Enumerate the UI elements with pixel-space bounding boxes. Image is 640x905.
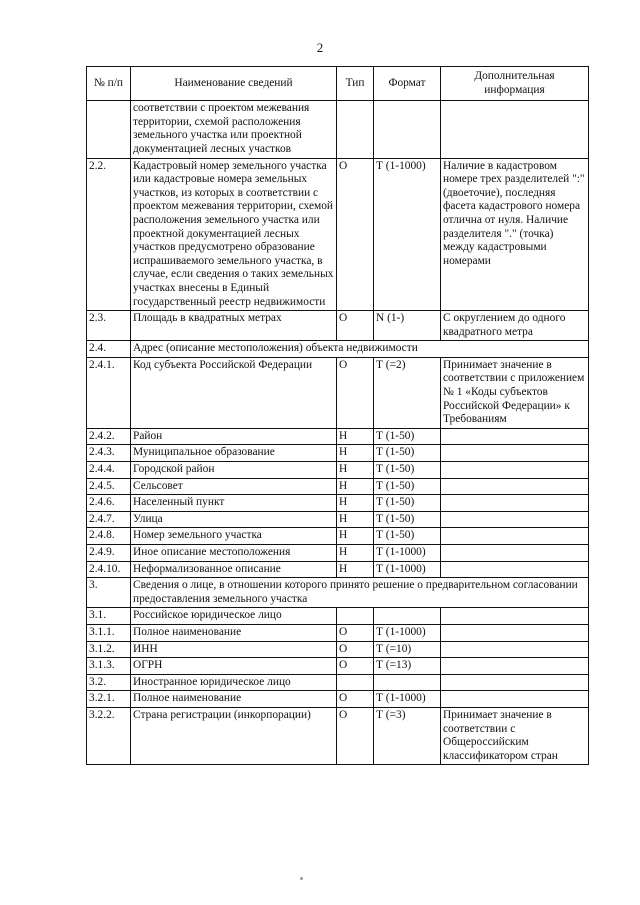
cell-info [441,658,589,675]
cell-type: О [337,641,374,658]
cell-type: Н [337,511,374,528]
cell-format: N (1-) [374,311,441,341]
cell-info: Наличие в кадастровом номере трех разделителей ":" (двоеточие), последняя фасета кадастрового номера отлична от нуля. Наличие разделителя "." (точка) между кадастровыми номерами [441,158,589,311]
table-row [87,478,589,495]
cell-type: Н [337,545,374,562]
cell-format [374,101,441,158]
cell-format: Т (1-1000) [374,624,441,641]
cell-info [441,478,589,495]
table-row [87,674,589,691]
cell-info [441,495,589,512]
cell-info [441,641,589,658]
table-row [87,528,589,545]
cell-section-title: Адрес (описание местоположения) объекта недвижимости [131,341,589,358]
table-row [87,428,589,445]
cell-info: Принимает значение в соответствии с Общероссийским классификатором стран [441,707,589,764]
table-row [87,624,589,641]
cell-info: Принимает значение в соответствии с приложением № 1 «Коды субъектов Российской Федерации» к Требованиям [441,357,589,428]
cell-format: Т (=13) [374,658,441,675]
header-name: Наименование сведений [131,67,337,101]
cell-format: Т (1-1000) [374,545,441,562]
cell-format: Т (1-1000) [374,158,441,311]
table-row [87,707,589,764]
table-row [87,511,589,528]
header-info: Дополнительная информация [441,67,589,101]
cell-info [441,561,589,578]
cell-format: Т (1-50) [374,428,441,445]
cell-format: Т (1-1000) [374,691,441,708]
cell-type [337,674,374,691]
cell-num: 2.4.6. [87,495,131,512]
table-row [87,561,589,578]
page-number: 2 [316,40,324,55]
cell-info [441,691,589,708]
cell-type: О [337,691,374,708]
cell-name: Неформализованное описание [131,561,337,578]
cell-format: Т (=10) [374,641,441,658]
cell-info [441,528,589,545]
cell-info [441,428,589,445]
cell-num: 2.4.7. [87,511,131,528]
cell-name: ОГРН [131,658,337,675]
cell-name: Район [131,428,337,445]
cell-num: 2.4.1. [87,357,131,428]
cell-format: Т (1-50) [374,478,441,495]
table-row [87,578,589,608]
header-num: № п/п [87,67,131,101]
cell-format: Т (1-50) [374,445,441,462]
header-type: Тип [337,67,374,101]
cell-name: Иное описание местоположения [131,545,337,562]
scan-speck [300,877,303,880]
table-row [87,641,589,658]
cell-info [441,462,589,479]
cell-name: соответствии с проектом межевания территории, схемой расположения земельного участка или проектной документацией лесных участков [131,101,337,158]
cell-num: 3.1.1. [87,624,131,641]
table-row [87,495,589,512]
table-row [87,158,589,311]
cell-num: 3. [87,578,131,608]
cell-type: Н [337,528,374,545]
cell-name: Городской район [131,462,337,479]
cell-name: Площадь в квадратных метрах [131,311,337,341]
table-row [87,462,589,479]
cell-name: Номер земельного участка [131,528,337,545]
cell-info [441,545,589,562]
table-row [87,445,589,462]
table-row [87,545,589,562]
cell-format [374,608,441,625]
cell-name: Иностранное юридическое лицо [131,674,337,691]
cell-type [337,101,374,158]
cell-num: 2.2. [87,158,131,311]
cell-type: Н [337,445,374,462]
cell-type: Н [337,462,374,479]
cell-format [374,674,441,691]
cell-name: Код субъекта Российской Федерации [131,357,337,428]
cell-type: Н [337,495,374,512]
cell-num: 3.1.3. [87,658,131,675]
cell-name: Муниципальное образование [131,445,337,462]
cell-name: Улица [131,511,337,528]
cell-type: Н [337,561,374,578]
cell-type: О [337,624,374,641]
cell-name: Полное наименование [131,624,337,641]
cell-info [441,624,589,641]
table-header-row [87,67,589,101]
cell-num: 2.4. [87,341,131,358]
cell-name: ИНН [131,641,337,658]
cell-num: 3.2. [87,674,131,691]
cell-num: 2.4.5. [87,478,131,495]
cell-type: Н [337,428,374,445]
cell-format: Т (1-50) [374,511,441,528]
cell-type: О [337,707,374,764]
cell-num: 3.1.2. [87,641,131,658]
cell-type: О [337,311,374,341]
cell-info [441,445,589,462]
cell-num: 2.4.4. [87,462,131,479]
cell-num: 2.4.9. [87,545,131,562]
cell-num: 3.1. [87,608,131,625]
table-row [87,341,589,358]
table-body [87,101,589,765]
table-row [87,658,589,675]
cell-name: Населенный пункт [131,495,337,512]
cell-info [441,101,589,158]
cell-format: Т (1-1000) [374,561,441,578]
cell-num: 3.2.2. [87,707,131,764]
cell-format: Т (1-50) [374,495,441,512]
cell-format: Т (=3) [374,707,441,764]
table-row [87,357,589,428]
cell-format: Т (=2) [374,357,441,428]
cell-type [337,608,374,625]
cell-num: 3.2.1. [87,691,131,708]
cell-name: Российское юридическое лицо [131,608,337,625]
cell-name: Страна регистрации (инкорпорации) [131,707,337,764]
cell-num: 2.4.3. [87,445,131,462]
cell-section-title: Сведения о лице, в отношении которого принято решение о предварительном согласовании предоставления земельного участка [131,578,589,608]
header-format: Формат [374,67,441,101]
cell-type: Н [337,478,374,495]
cell-info [441,608,589,625]
cell-info: С округлением до одного квадратного метра [441,311,589,341]
table-row [87,311,589,341]
cell-format: Т (1-50) [374,528,441,545]
table-row [87,608,589,625]
cell-name: Полное наименование [131,691,337,708]
cell-type: О [337,658,374,675]
cell-info [441,511,589,528]
cell-name: Сельсовет [131,478,337,495]
cell-format: Т (1-50) [374,462,441,479]
cell-type: О [337,158,374,311]
table-row [87,101,589,158]
cell-num: 2.4.10. [87,561,131,578]
cell-name: Кадастровый номер земельного участка или кадастровые номера земельных участков, из которых в соответствии с проектом межевания территории, схемой расположения земельного участка или проектной документацией лесных участков предусмотрено образование испрашиваемого земельного участка, в случае, если сведения о таких земельных участках внесены в Единый государственный реестр недвижимости [131,158,337,311]
cell-num: 2.3. [87,311,131,341]
cell-num [87,101,131,158]
cell-type: О [337,357,374,428]
cell-num: 2.4.8. [87,528,131,545]
cell-num: 2.4.2. [87,428,131,445]
table-row [87,691,589,708]
cell-info [441,674,589,691]
requirements-table [86,66,589,765]
